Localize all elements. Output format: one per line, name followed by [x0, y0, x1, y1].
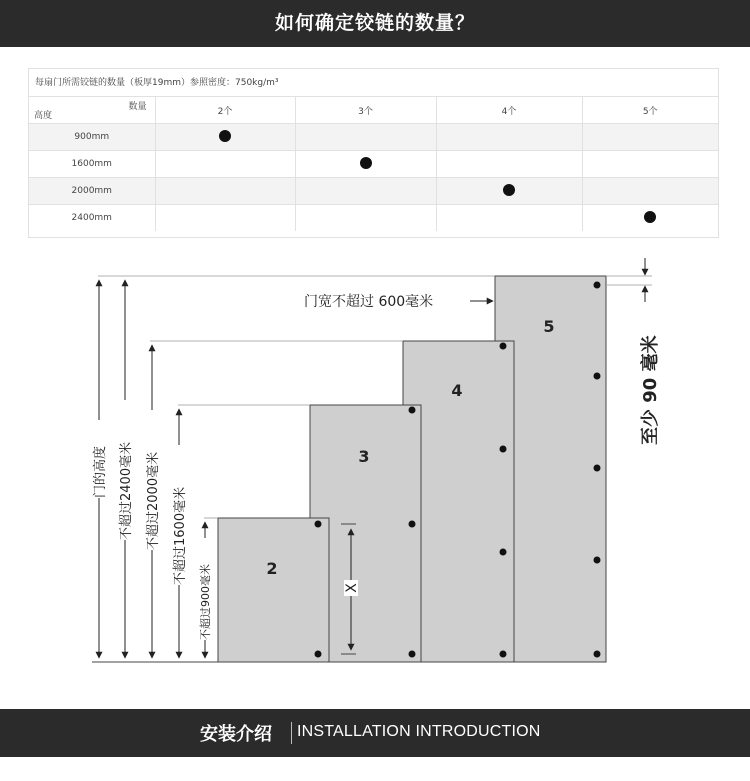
margin-note: 至少 90 毫米: [640, 335, 661, 445]
hinge-dot: [315, 651, 322, 658]
hinge-dot: [594, 557, 601, 564]
door-number: 3: [358, 447, 370, 466]
table-cell: [436, 124, 582, 151]
door-2: [218, 518, 329, 662]
table-cell: [155, 124, 295, 151]
limit-900-label: 不超过900毫米: [199, 564, 212, 640]
page-title: 如何确定铰链的数量？: [274, 12, 475, 34]
table-cell: [295, 178, 436, 205]
hinge-dot: [500, 651, 507, 658]
selected-dot: [503, 184, 515, 196]
footer-title-cn: 安装介绍: [200, 724, 272, 745]
door-number: 5: [543, 317, 555, 336]
row-height-label: 1600mm: [29, 151, 155, 178]
table-cell: [295, 151, 436, 178]
row-height-label: 2400mm: [29, 205, 155, 232]
table-cell: [582, 124, 718, 151]
row-height-label: 2000mm: [29, 178, 155, 205]
column-header: 2个: [155, 97, 295, 124]
footer-title-en: INSTALLATION INTRODUCTION: [297, 723, 541, 740]
table-cell: [295, 205, 436, 232]
table-cell: [582, 178, 718, 205]
table-row: [29, 151, 718, 178]
table-cell: [436, 178, 582, 205]
hinge-dot: [409, 407, 416, 414]
hinge-dot: [315, 521, 322, 528]
corner-quantity-label: 数量: [128, 102, 147, 112]
table-row: [29, 124, 718, 151]
table-cell: [155, 205, 295, 232]
spacing-label: X: [344, 583, 360, 593]
limit-2400-label: 不超过2400毫米: [119, 441, 134, 540]
footer-banner: [0, 709, 750, 757]
table-row: [29, 205, 718, 232]
hinge-dot: [409, 651, 416, 658]
hinge-dot: [594, 282, 601, 289]
table-cell: [582, 151, 718, 178]
table-cell: [436, 205, 582, 232]
selected-dot: [360, 157, 372, 169]
selected-dot: [219, 130, 231, 142]
column-header: 3个: [295, 97, 436, 124]
door-height-label: 门的高度: [93, 445, 108, 498]
hinge-quantity-table: [29, 96, 718, 231]
table-cell: [436, 151, 582, 178]
hinge-dot: [594, 373, 601, 380]
footer-divider: [291, 722, 292, 744]
hinge-dot: [500, 446, 507, 453]
table-cell: [295, 124, 436, 151]
table-cell: [155, 151, 295, 178]
hinge-quantity-table-card: [28, 68, 719, 238]
door-number: 4: [451, 381, 463, 400]
header-banner: [0, 0, 750, 47]
hinge-diagram: [0, 250, 750, 690]
column-header: 4个: [436, 97, 582, 124]
hinge-dot: [594, 465, 601, 472]
width-note: 门宽不超过 600毫米: [304, 294, 434, 310]
column-header: 5个: [582, 97, 718, 124]
limit-1600-label: 不超过1600毫米: [173, 486, 188, 585]
selected-dot: [644, 211, 656, 223]
row-height-label: 900mm: [29, 124, 155, 151]
hinge-dot: [500, 343, 507, 350]
table-cell: [155, 178, 295, 205]
table-caption: 每扇门所需铰链的数量（板厚19mm）参照密度：750kg/m³: [35, 78, 279, 88]
table-cell: [582, 205, 718, 232]
hinge-dot: [594, 651, 601, 658]
corner-height-label: 高度: [34, 111, 53, 121]
limit-2000-label: 不超过2000毫米: [146, 451, 161, 550]
door-number: 2: [266, 559, 278, 578]
table-header-row: [29, 97, 718, 124]
table-row: [29, 178, 718, 205]
hinge-dot: [409, 521, 416, 528]
hinge-dot: [500, 549, 507, 556]
table-corner-cell: [29, 97, 155, 124]
